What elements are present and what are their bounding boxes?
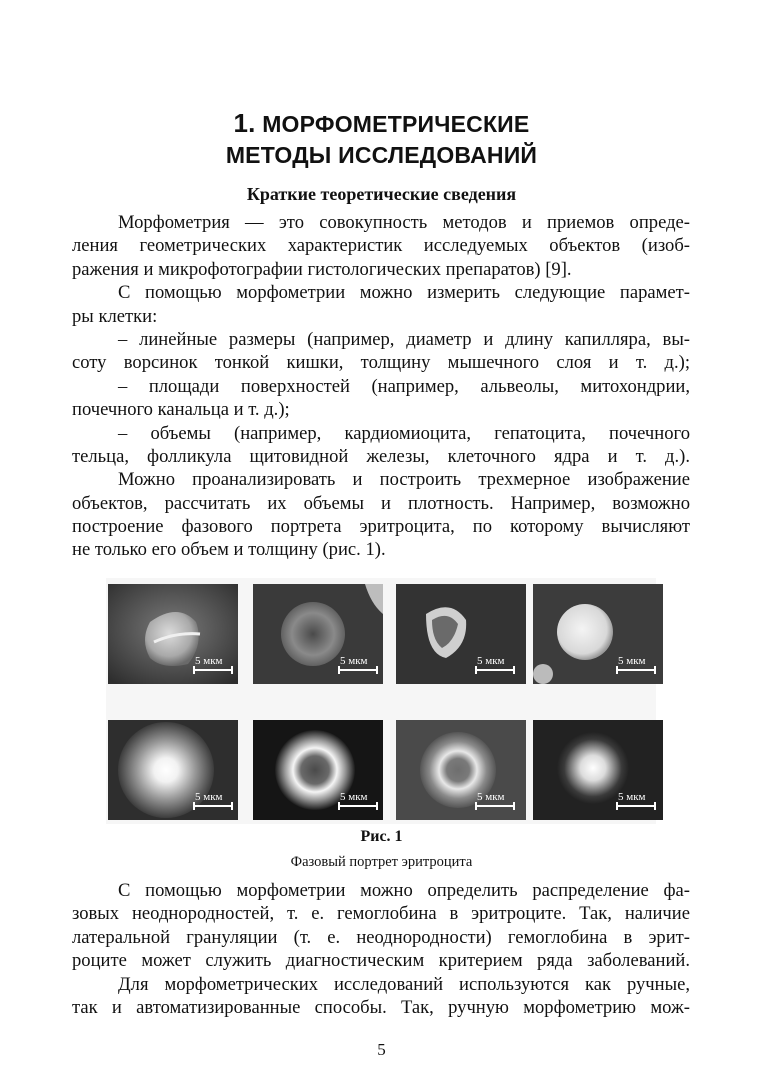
body-text-block-1	[72, 211, 690, 562]
text-line: тельца, фолликула щитовидной железы, клеточного ядра и т. д.).	[72, 445, 690, 467]
text-line: соту ворсинок тонкой кишки, толщину мышечного слоя и т. д.);	[72, 352, 690, 374]
page-number: 5	[377, 1040, 386, 1059]
chapter-title	[0, 108, 763, 171]
scale-label: 5 мкм	[195, 655, 223, 667]
text-line: латеральной грануляции (т. е. неоднородности) гемоглобина в эрит-	[72, 926, 690, 948]
phase-portrait-3	[396, 720, 526, 820]
text-line: роците может служить диагностическим критерием ряда заболеваний.	[72, 950, 690, 972]
micrograph-top-1	[108, 584, 238, 684]
text-line: зовых неоднородностей, т. е. гемоглобина в эритроците. Так, наличие	[72, 903, 690, 925]
section-heading: Краткие теоретические сведения	[246, 184, 517, 204]
text-line: – линейные размеры (например, диаметр и длину капилляра, вы-	[118, 328, 690, 350]
scale-label: 5 мкм	[340, 655, 368, 667]
text-line: не только его объем и толщину (рис. 1).	[72, 539, 386, 561]
scale-label: 5 мкм	[618, 655, 646, 667]
text-line: почечного канальца и т. д.);	[72, 399, 290, 421]
text-line: – площади поверхностей (например, альвеолы, митохондрии,	[118, 375, 690, 397]
text-line: ления геометрических характеристик исследуемых объектов (изоб-	[72, 235, 690, 257]
text-line: так и автоматизированные способы. Так, ручную морфометрию мож-	[72, 996, 690, 1018]
erythrocyte-figure	[106, 578, 656, 824]
chapter-title-line2: МЕТОДЫ ИССЛЕДОВАНИЙ	[225, 142, 538, 168]
chapter-title-line1: МОРФОМЕТРИЧЕСКИЕ	[262, 111, 530, 137]
text-line: Для морфометрических исследований используются как ручные,	[118, 973, 690, 995]
phase-portrait-1	[108, 720, 238, 820]
phase-portrait-2	[253, 720, 383, 820]
micrograph-top-4	[533, 584, 663, 684]
body-text-block-2	[72, 879, 690, 1019]
scale-label: 5 мкм	[477, 791, 505, 803]
text-line: – объемы (например, кардиомиоцита, гепатоцита, почечного	[118, 422, 690, 444]
micrograph-top-2	[253, 584, 383, 684]
text-line: Можно проанализировать и построить трехмерное изображение	[118, 469, 690, 491]
text-line: Морфометрия — это совокупность методов и приемов опреде-	[118, 212, 690, 233]
text-line: С помощью морфометрии можно измерить следующие парамет-	[118, 282, 690, 304]
chapter-number: 1.	[233, 108, 256, 138]
scale-label: 5 мкм	[477, 655, 505, 667]
phase-portrait-4	[533, 720, 663, 820]
text-line: объектов, рассчитать их объемы и плотность. Например, возможно	[72, 492, 690, 514]
text-line: построение фазового портрета эритроцита, по которому вычисляют	[72, 516, 690, 538]
text-line: ры клетки:	[72, 305, 158, 327]
text-line: С помощью морфометрии можно определить распределение фа-	[118, 880, 690, 901]
figure-caption: Фазовый портрет эритроцита	[290, 854, 473, 870]
scale-label: 5 мкм	[340, 791, 368, 803]
micrograph-top-3	[396, 584, 526, 684]
text-line: ражения и микрофотографии гистологических препаратов) [9].	[72, 258, 572, 280]
figure-label: Рис. 1	[360, 828, 403, 845]
scale-label: 5 мкм	[618, 791, 646, 803]
scale-label: 5 мкм	[195, 791, 223, 803]
